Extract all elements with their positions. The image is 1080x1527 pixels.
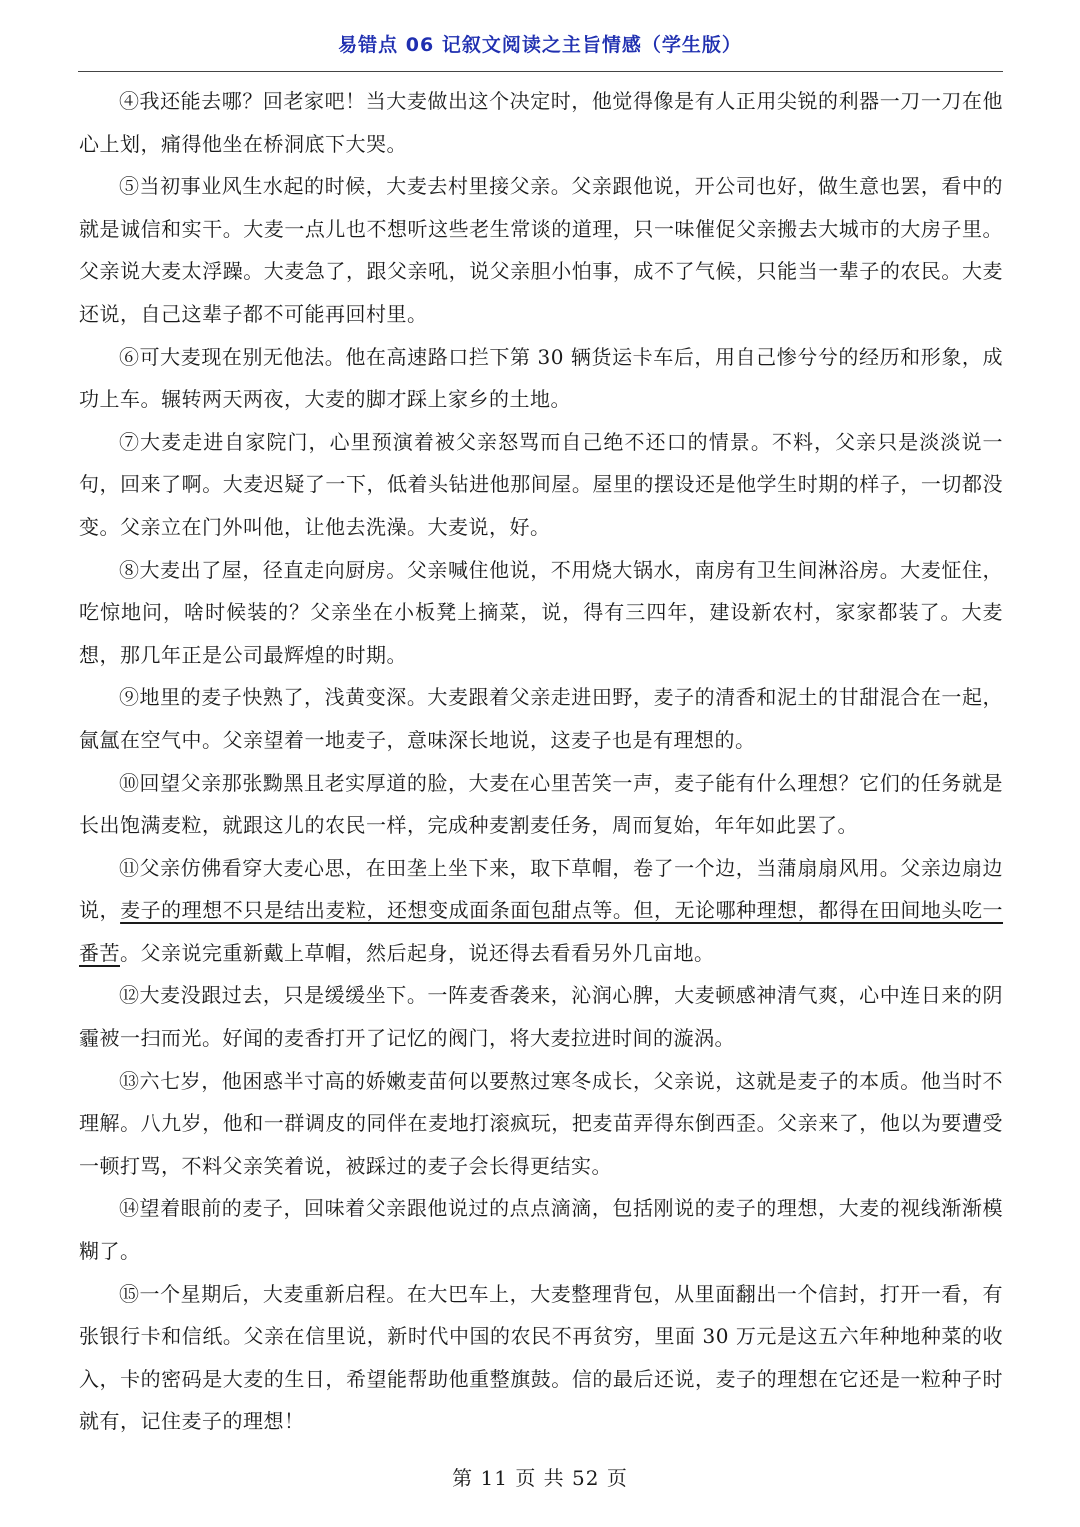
page-header-title: 易错点 06 记叙文阅读之主旨情感（学生版） (338, 34, 742, 56)
paragraph-8: ⑧大麦出了屋，径直走向厨房。父亲喊住他说，不用烧大锅水，南房有卫生间淋浴房。大麦怔住，吃惊地问，啥时候装的？父亲坐在小板凳上摘菜，说，得有三四年，建设新农村，家家都装了。大麦想，那几年正是公司最辉煌的时期。 (79, 557, 1003, 667)
paragraph-15: ⑮一个星期后，大麦重新启程。在大巴车上，大麦整理背包，从里面翻出一个信封，打开一看，有张银行卡和信纸。父亲在信里说，新时代中国的农民不再贫穷，里面 30 万元是这五六年种地种菜的收入，卡的密码是大麦的生日，希望能帮助他重整旗鼓。信的最后还说，麦子的理想在它还是一粒种子时就有，记住麦子的理想！ (79, 1281, 1003, 1434)
header-divider (78, 71, 1003, 72)
paragraph-5: ⑤当初事业风生水起的时候，大麦去村里接父亲。父亲跟他说，开公司也好，做生意也罢，看中的就是诚信和实干。大麦一点儿也不想听这些老生常谈的道理，只一味催促父亲搬去大城市的大房子里。父亲说大麦太浮躁。大麦急了，跟父亲吼，说父亲胆小怕事，成不了气候，只能当一辈子的农民。大麦还说，自己这辈子都不可能再回村里。 (79, 174, 1003, 326)
page-number: 第 11 页 共 52 页 (452, 1466, 628, 1490)
paragraph-6: ⑥可大麦现在别无他法。他在高速路口拦下第 30 辆货运卡车后，用自己惨兮兮的经历和形象，成功上车。辗转两天两夜，大麦的脚才踩上家乡的土地。 (79, 344, 1003, 412)
article-body (79, 80, 1003, 1443)
paragraph-10: ⑩回望父亲那张黝黑且老实厚道的脸，大麦在心里苦笑一声，麦子能有什么理想？它们的任务就是长出饱满麦粒，就跟这儿的农民一样，完成种麦割麦任务，周而复始，年年如此罢了。 (79, 770, 1003, 838)
paragraph-7: ⑦大麦走进自家院门，心里预演着被父亲怒骂而自己绝不还口的情景。不料，父亲只是淡淡说一句，回来了啊。大麦迟疑了一下，低着头钻进他那间屋。屋里的摆设还是他学生时期的样子，一切都没变。父亲立在门外叫他，让他去洗澡。大麦说，好。 (79, 429, 1003, 539)
paragraph-11 (79, 847, 1003, 975)
paragraph-11-lead: ⑪父亲仿佛看穿大麦心思，在田垄上坐下来，取下草帽，卷了一个边，当蒲扇扇风用。父亲边扇边说， (79, 855, 1003, 923)
paragraph-12: ⑫大麦没跟过去，只是缓缓坐下。一阵麦香袭来，沁润心脾，大麦顿感神清气爽，心中连日来的阴霾被一扫而光。好闻的麦香打开了记忆的阀门，将大麦拉进时间的漩涡。 (79, 983, 1003, 1051)
paragraph-9: ⑨地里的麦子快熟了，浅黄变深。大麦跟着父亲走进田野，麦子的清香和泥土的甘甜混合在一起，氤氲在空气中。父亲望着一地麦子，意味深长地说，这麦子也是有理想的。 (79, 685, 1003, 752)
paragraph-4: ④我还能去哪？回老家吧！当大麦做出这个决定时，他觉得像是有人正用尖锐的利器一刀一刀在他心上划，痛得他坐在桥洞底下大哭。 (79, 89, 1003, 156)
paragraph-13: ⑬六七岁，他困惑半寸高的娇嫩麦苗何以要熬过寒冬成长，父亲说，这就是麦子的本质。他当时不理解。八九岁，他和一群调皮的同伴在麦地打滚疯玩，把麦苗弄得东倒西歪。父亲来了，他以为要遭受一顿打骂，不料父亲笑着说，被踩过的麦子会长得更结实。 (79, 1068, 1003, 1178)
paragraph-14: ⑭望着眼前的麦子，回味着父亲跟他说过的点点滴滴，包括刚说的麦子的理想，大麦的视线渐渐模糊了。 (79, 1196, 1003, 1264)
underlined-sentence: 麦子的理想不只是结出麦粒，还想变成面条面包甜点等。但，无论哪种理想，都得在田间地头吃一番苦 (79, 898, 1004, 965)
paragraph-11-tail: 。父亲说完重新戴上草帽，然后起身，说还得去看看另外几亩地。 (120, 940, 715, 965)
